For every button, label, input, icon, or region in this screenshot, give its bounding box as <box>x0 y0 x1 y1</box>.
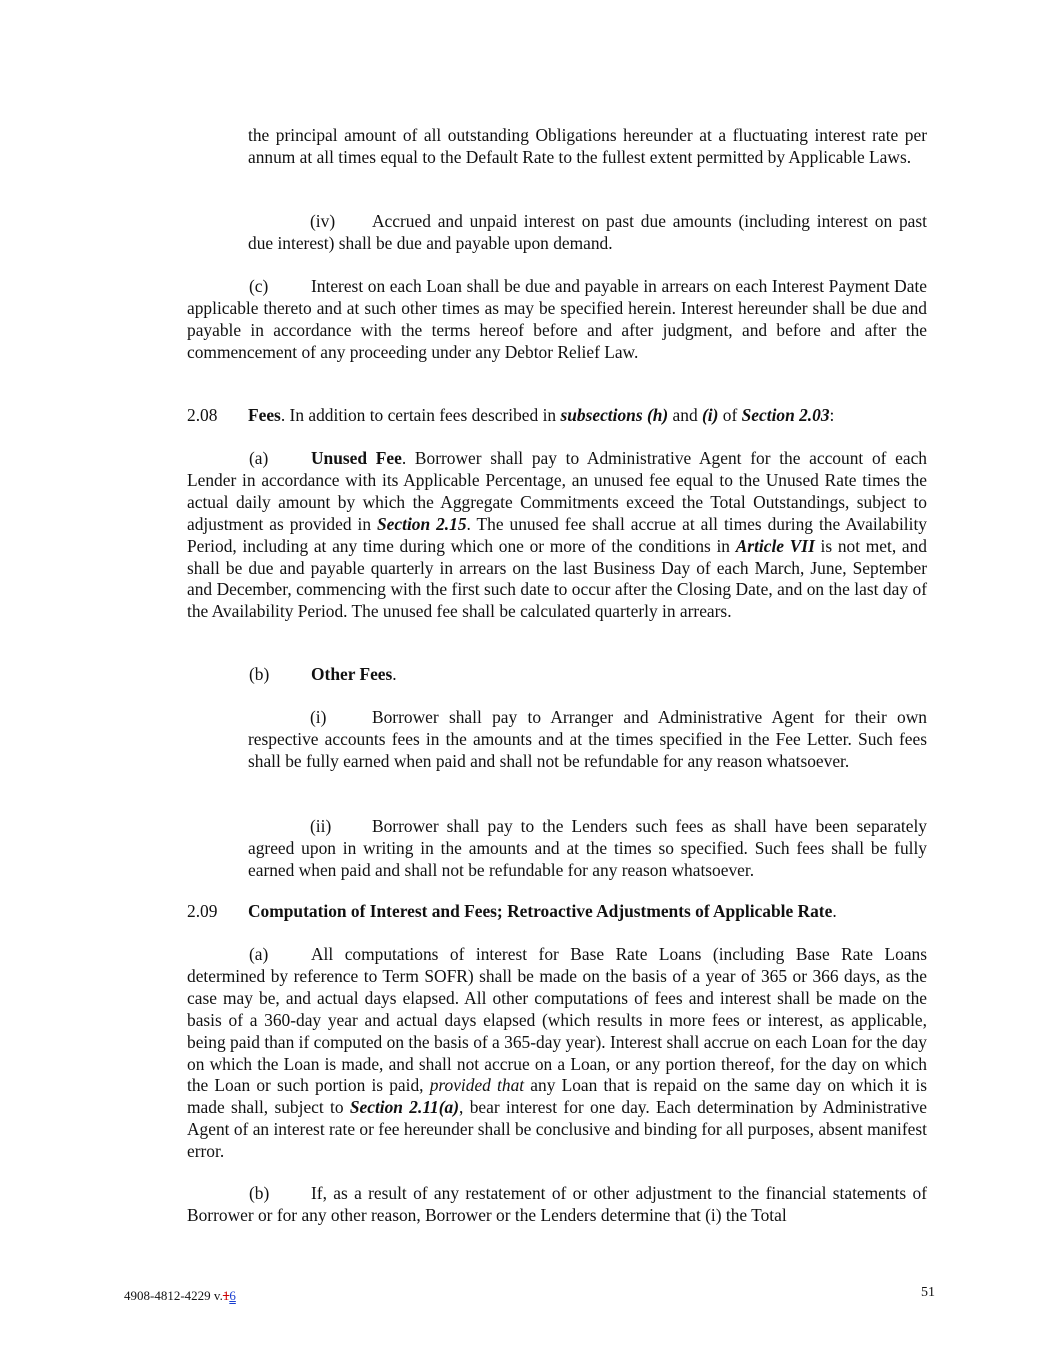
clause-number: (a) <box>249 448 269 468</box>
cross-reference: Section 2.03 <box>741 405 830 425</box>
section-number: 2.08 <box>187 405 218 425</box>
inserted-version: 6 <box>229 1288 236 1303</box>
clause-title: Other Fees <box>311 664 393 684</box>
paragraph-b-ii: (ii) Borrower shall pay to the Lenders such fees as shall have been separately agreed upon in writing in the amounts and at the times so specified. Such fees shall be fully earned when paid and shall not be refundable for any reason whatsoever. <box>248 816 927 880</box>
emphasis-provided-that: provided that <box>429 1075 525 1096</box>
paragraph-2-09-b: (b) If, as a result of any restatement of or other adjustment to the financial statements of Borrower or for any other reason, Borrower or the Lenders determine that (i) the Total <box>187 1183 927 1225</box>
paragraph-b-other-fees: (b) Other Fees. <box>249 664 397 684</box>
cross-reference: Section 2.11(a) <box>349 1097 460 1118</box>
clause-number: (a) <box>249 944 269 964</box>
paragraph-2-09-a: (a) All computations of interest for Base Rate Loans (including Base Rate Loans determined by reference to Term SOFR) shall be made on the basis of a year of 365 or 366 days, as the case may be, and actual days elapsed. All other computations of fees and interest shall be made on the basis of a 360-day year and actual days elapsed (which results in more fees or interest, as applicable, being paid than if computed on the basis of a 365-day year). Interest shall accrue on each Loan for the day on which the Loan is made, and shall not accrue on a Loan, or any portion thereof, for the day on which the Loan or such portion is paid, provided that any Loan that is repaid on the same day on which it is made shall, subject to Section 2.11(a), bear interest for one day. Each determination by Administrative Agent of an interest rate or fee hereunder shall be conclusive and binding for all purposes, absent manifest error. <box>187 944 928 1162</box>
cross-reference: subsections (h) <box>560 405 669 425</box>
clause-title: Unused Fee <box>311 448 402 468</box>
paragraph-c: (c) Interest on each Loan shall be due and payable in arrears on each Interest Payment Date applicable thereto and at such other times as may be specified herein. Interest hereunder shall be due and payable in accordance with the terms hereof before and after judgment, and before and after the commencement of any proceeding under any Debtor Relief Law. <box>187 276 927 362</box>
clause-number: (iv) <box>310 211 336 231</box>
cross-reference: Article VII <box>735 535 815 556</box>
cross-reference: (i) <box>702 405 719 425</box>
section-title: Computation of Interest and Fees; Retroactive Adjustments of Applicable Rate <box>248 901 833 921</box>
paragraph-b-i: (i) Borrower shall pay to Arranger and Administrative Agent for their own respective accounts fees in the amounts and at the times specified in the Fee Letter. Such fees shall be fully earned when paid and shall not be refundable for any reason whatsoever. <box>248 707 927 771</box>
paragraph-default-rate-continuation: the principal amount of all outstanding Obligations hereunder at a fluctuating interest rate per annum at all times equal to the Default Rate to the fullest extent permitted by Applicable Laws. <box>248 125 927 167</box>
paragraph-a-unused-fee: (a) Unused Fee. Borrower shall pay to Administrative Agent for the account of each Lender in accordance with its Applicable Percentage, an unused fee equal to the Unused Rate times the actual daily amount by which the Aggregate Commitments exceed the Total Outstandings, subject to adjustment as provided in Section 2.15. The unused fee shall accrue at all times during the Availability Period, including at any time during which one or more of the conditions in Article VII is not met, and shall be due and payable quarterly in arrears on the last Business Day of each March, June, September and December, commencing with the first such date to occur after the Closing Date, and on the last day of the Availability Period. The unused fee shall be calculated quarterly in arrears. <box>187 448 927 622</box>
cross-reference: Section 2.15 <box>377 513 467 534</box>
clause-number: (b) <box>249 664 270 684</box>
paragraph-iv: (iv) Accrued and unpaid interest on past due amounts (including interest on past due interest) shall be due and payable upon demand. <box>248 211 927 253</box>
section-2-09-heading: 2.09 Computation of Interest and Fees; Retroactive Adjustments of Applicable Rate. <box>187 901 837 921</box>
section-2-08-heading: 2.08 Fees. In addition to certain fees described in subsections (h) and (i) of Section 2.03: <box>187 405 835 425</box>
section-title: Fees <box>248 405 281 425</box>
section-number: 2.09 <box>187 901 218 921</box>
clause-number: (b) <box>249 1183 270 1203</box>
clause-number: (i) <box>310 707 327 727</box>
document-id-footer: 4908-4812-4229 v.16 <box>124 1288 236 1303</box>
clause-number: (c) <box>249 276 269 296</box>
clause-number: (ii) <box>310 816 332 836</box>
page-number: 51 <box>921 1285 935 1300</box>
deleted-version: 1 <box>222 1288 230 1303</box>
